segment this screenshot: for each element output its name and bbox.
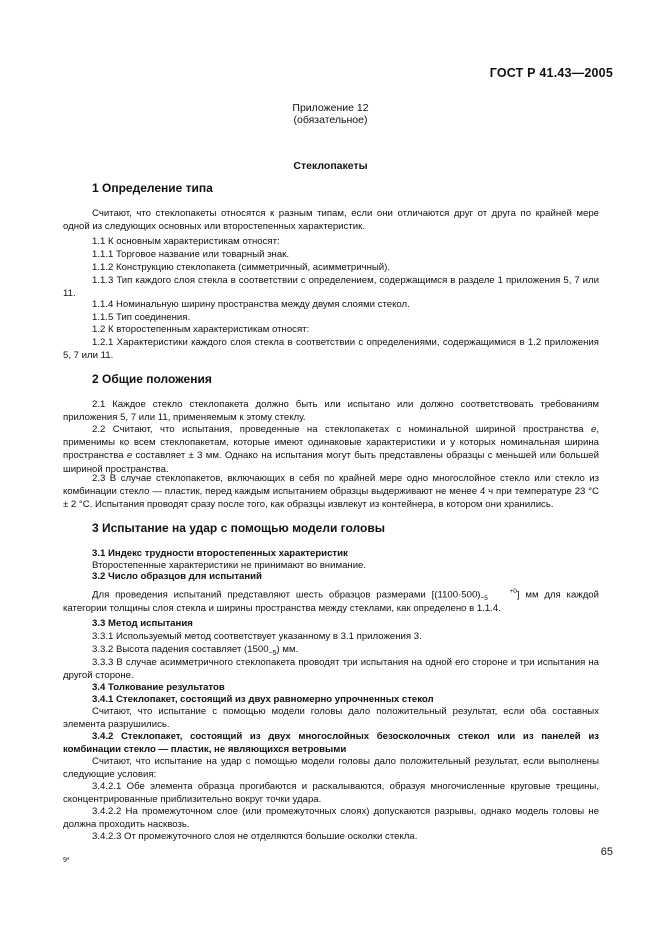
s1-para-9: 1.2.1 Характеристики каждого слоя стекла в соответствии с определениями, содержащимися в 1.2 приложения 5, 7 или 11. xyxy=(63,337,599,362)
s1-para-7: 1.1.5 Тип соединения. xyxy=(92,312,191,323)
s1-para-4: 1.1.2 Конструкцию стеклопакета (симметричный, асимметричный). xyxy=(92,262,390,273)
appendix-subtitle: (обязательное) xyxy=(293,114,368,126)
s3-4-2-2-para: 3.4.2.2 На промежуточном слое (или промежуточных слоях) допускаются разрывы, однако модель головы не должна проходить насквозь. xyxy=(63,806,599,831)
appendix-name: Стеклопакеты xyxy=(293,160,368,172)
section-1-heading: 1 Определение типа xyxy=(92,181,213,195)
s3-3-1-para: 3.3.1 Используемый метод соответствует указанному в 3.1 приложения 3. xyxy=(92,631,422,642)
s3-3-2-para: 3.3.2 Высота падения составляет $(1500_{-5})$ мм. xyxy=(92,644,299,657)
s3-2-heading: 3.2 Число образцов для испытаний xyxy=(92,571,262,582)
s3-4-heading: 3.4 Толкование результатов xyxy=(92,682,225,693)
s3-4-2-1-para: 3.4.2.1 Обе элемента образца прогибаются и раскалываются, образуя многочисленные круговые трещины, сконцентрированные приблизительно вокруг точки удара. xyxy=(63,781,599,806)
section-2-heading: 2 Общие положения xyxy=(92,372,212,386)
s1-para-3: 1.1.1 Торговое название или товарный знак. xyxy=(92,249,290,260)
s3-4-1-para: Считают, что испытание с помощью модели головы дало положительный результат, если оба составных элемента разрушились. xyxy=(63,706,599,731)
section-3-heading: 3 Испытание на удар с помощью модели головы xyxy=(92,521,385,535)
s3-3-3-para: 3.3.3 В случае асимметричного стеклопакета проводят три испытания на одной его стороне и три испытания на другой стороне. xyxy=(63,657,599,682)
s3-2-para: Для проведения испытаний представляют шесть образцов размерами [(1100·500) +0 −5 ] мм для каждой категории толщины слоя стекла и ширины пространства между стеклами, как определено в 1.1.4. xyxy=(63,588,599,614)
s3-1-para: Второстепенные характеристики не принимают во внимание. xyxy=(92,560,367,571)
s2-para-2: 2.2 Считают, что испытания, проведенные на стеклопакетах с номинальной шириной пространства e, применимы ко всем стеклопакетам, которые имеют одинаковые характеристики и у которых номинальная ширина пространства e составляет ± 3 мм. Однако на испытания могут быть представлены образцы с меньшей или большей шириной пространства. xyxy=(63,424,599,475)
s2-para-1: 2.1 Каждое стекло стеклопакета должно быть или испытано или должно соответствовать требованиям приложения 5, 7 или 11, применяемым к этому стеклу. xyxy=(63,399,599,424)
s1-para-2: 1.1 К основным характеристикам относят: xyxy=(92,236,280,247)
s3-4-1-heading: 3.4.1 Стеклопакет, состоящий из двух равномерно упрочненных стекол xyxy=(92,694,434,705)
document-code: ГОСТ Р 41.43—2005 xyxy=(489,66,613,80)
s2-para-3: 2.3 В случае стеклопакетов, включающих в себя по крайней мере одно многослойное стекло или стекло из комбинации стекло — пластик, перед каждым испытанием образцы выдерживают не менее 4 ч при температуре 23 °C ± 2 °C. Испытания проводят сразу после того, как образцы извлекут из контейнера, в котором они хранились. xyxy=(63,473,599,511)
s1-para-5: 1.1.3 Тип каждого слоя стекла в соответствии с определением, содержащимся в разделе 1 приложения 5, 7 или 11. xyxy=(63,275,599,300)
s3-4-2-3-para: 3.4.2.3 От промежуточного слоя не отделяются большие осколки стекла. xyxy=(92,831,418,842)
s3-4-2-para: Считают, что испытание на удар с помощью модели головы дало положительный результат, если выполнены следующие условия: xyxy=(63,756,599,781)
page-number: 65 xyxy=(600,846,613,858)
signature-mark: 9* xyxy=(63,857,70,864)
s3-4-2-heading: 3.4.2 Стеклопакет, состоящий из двух многослойных безосколочных стекол или из панелей из комбинации стекло — пластик, не являющихся ветровыми xyxy=(63,731,599,756)
s1-para-6: 1.1.4 Номинальную ширину пространства между двумя слоями стекол. xyxy=(92,299,410,310)
s1-para-1: Считают, что стеклопакеты относятся к разным типам, если они отличаются друг от друга по крайней мере одной из следующих основных или второстепенных характеристик. xyxy=(63,208,599,233)
s3-1-heading: 3.1 Индекс трудности второстепенных характеристик xyxy=(92,548,348,559)
s1-para-8: 1.2 К второстепенным характеристикам относят: xyxy=(92,324,310,335)
s3-3-heading: 3.3 Метод испытания xyxy=(92,618,193,629)
appendix-title: Приложение 12 xyxy=(292,102,369,114)
